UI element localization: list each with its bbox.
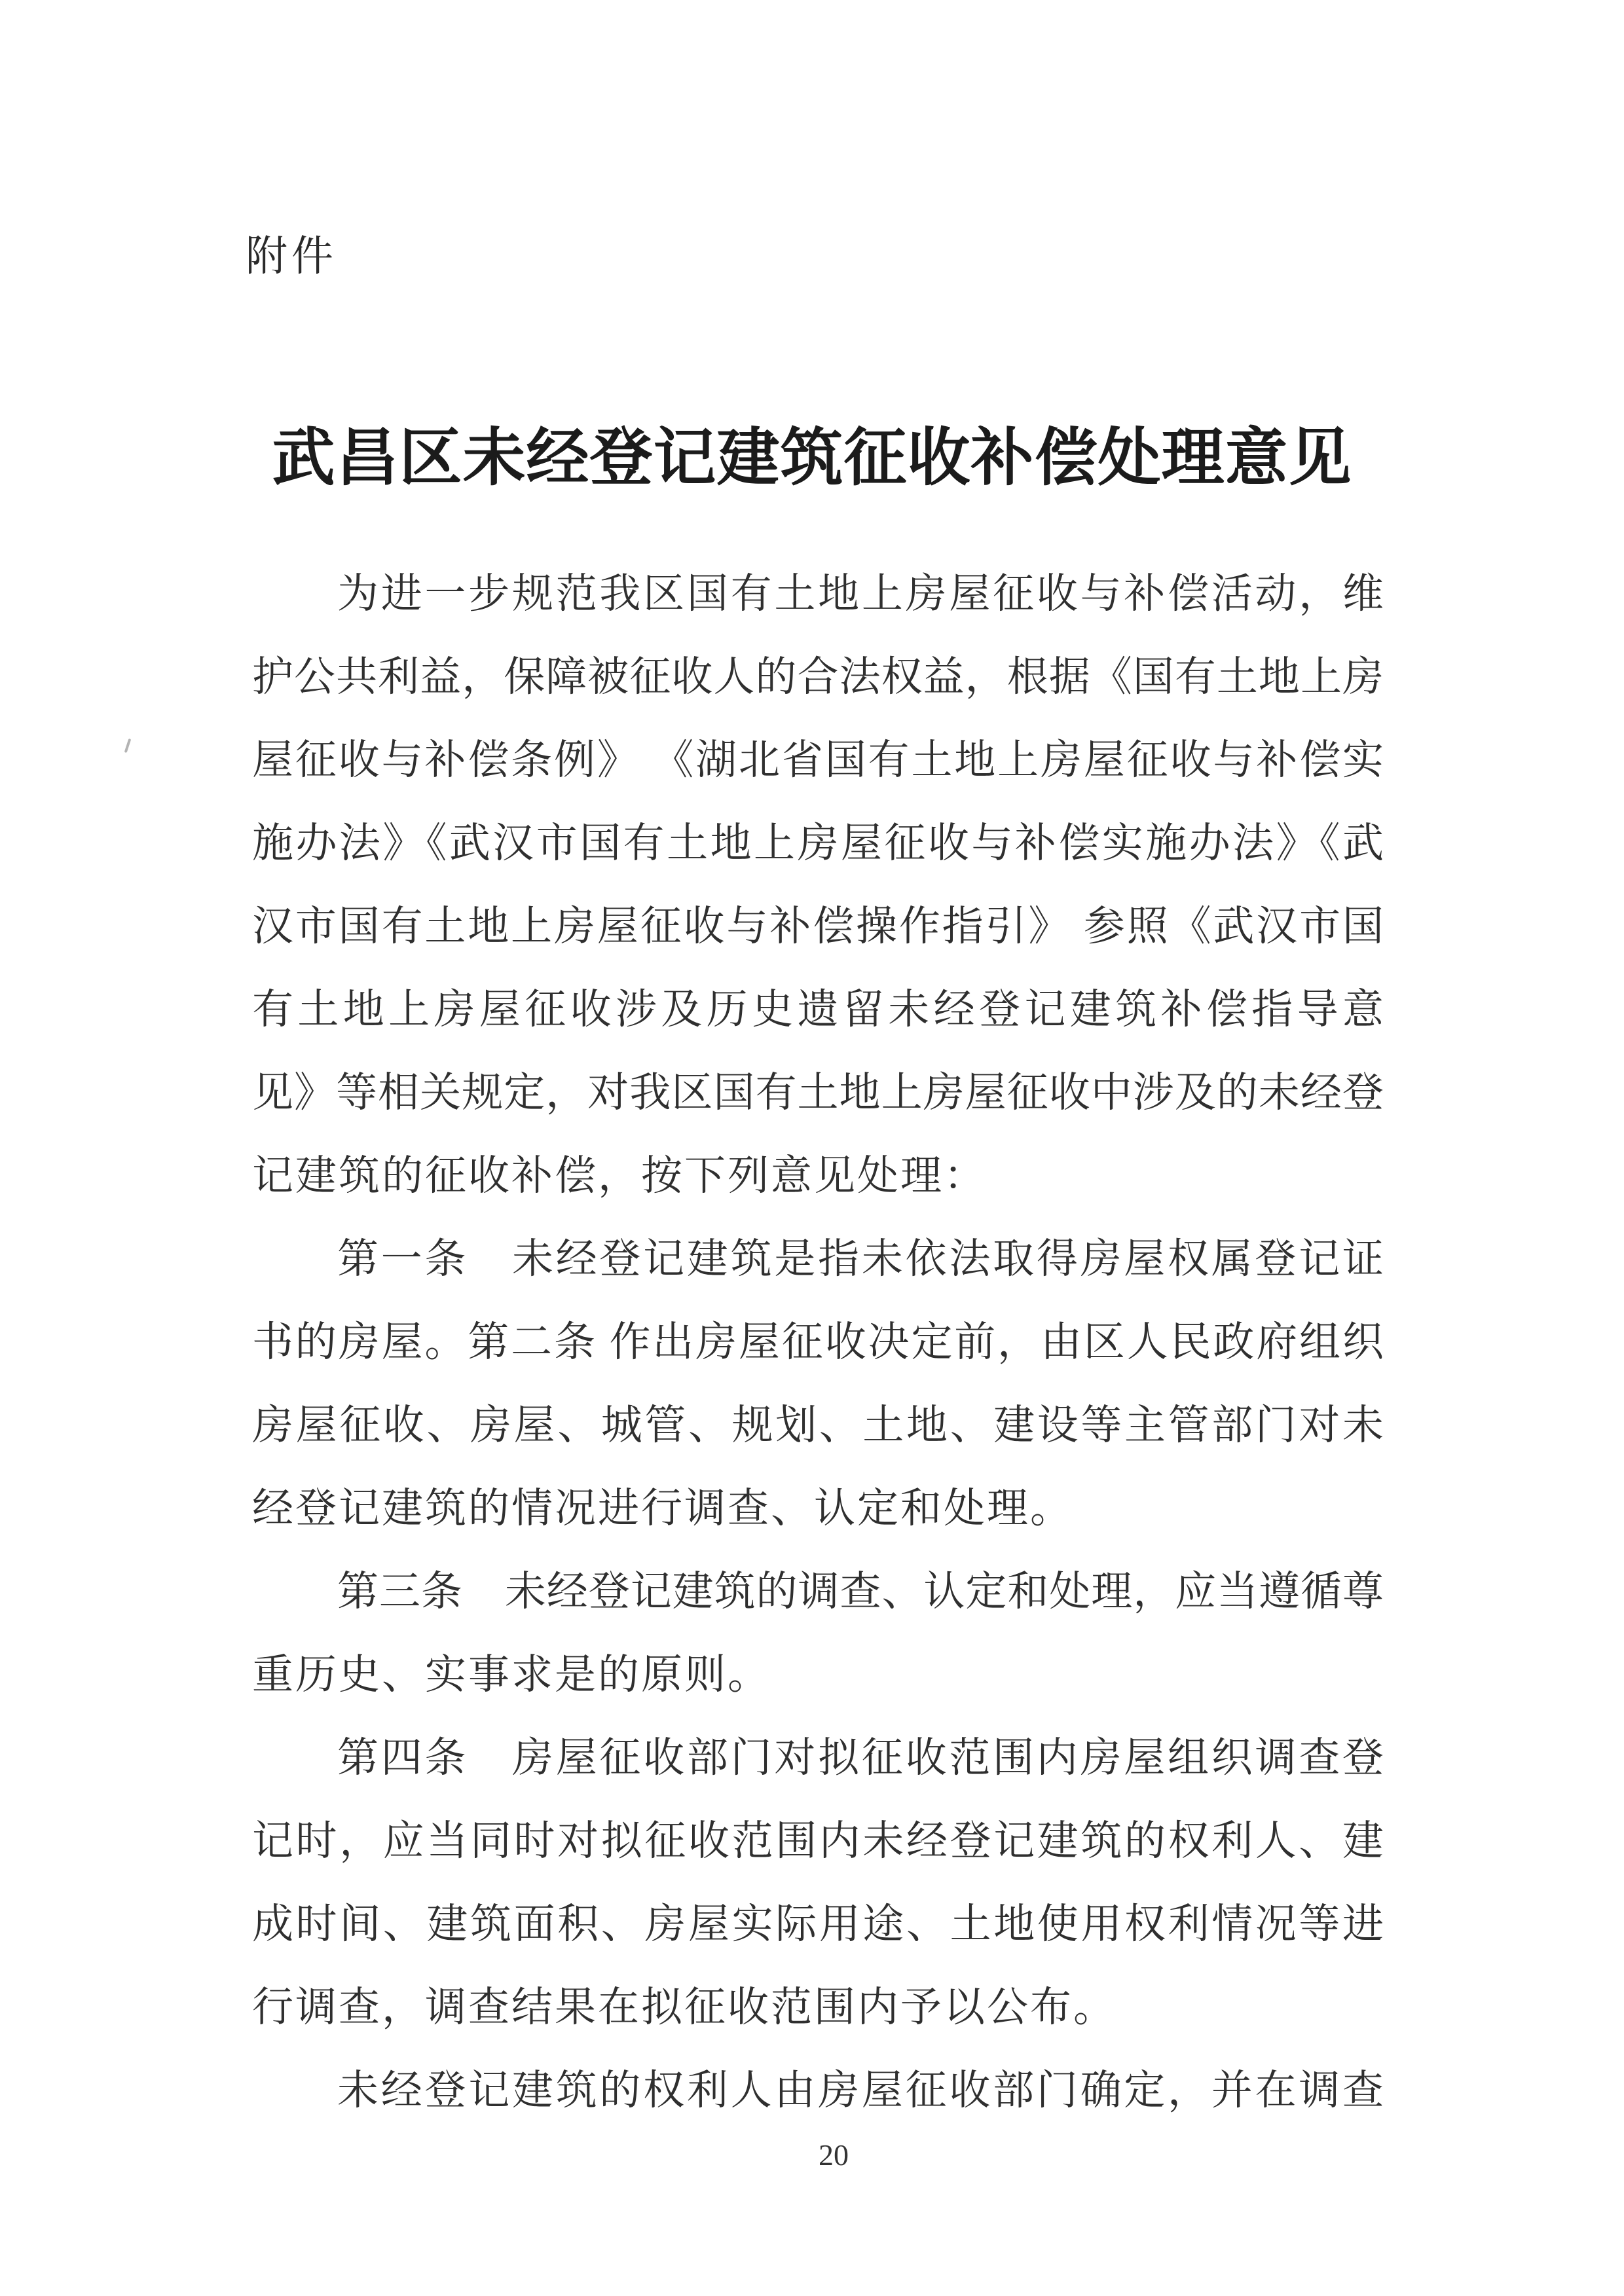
scan-artifact-mark [124, 738, 132, 753]
document-body [252, 553, 1384, 2132]
body-line: 重历史、实事求是的原则。 [252, 1652, 771, 1698]
document-title: 武昌区未经登记建筑征收补偿处理意见 [272, 423, 1352, 494]
body-line: 有土地上房屋征收涉及历史遗留未经登记建筑补偿指导意 [252, 987, 1384, 1032]
body-line: 书的房屋。第二条 作出房屋征收决定前，由区人民政府组织 [252, 1319, 1384, 1365]
body-line: 为进一步规范我区国有土地上房屋征收与补偿活动，维 [337, 571, 1384, 617]
attachment-label: 附件 [246, 233, 337, 280]
page-number: 20 [819, 2138, 849, 2172]
body-line: 成时间、建筑面积、房屋实际用途、土地使用权利情况等进 [252, 1901, 1384, 1947]
body-line: 第四条 房屋征收部门对拟征收范围内房屋组织调查登 [337, 1735, 1384, 1781]
body-line: 记建筑的征收补偿，按下列意见处理： [252, 1153, 987, 1199]
body-line: 第三条 未经登记建筑的调查、认定和处理，应当遵循尊 [337, 1569, 1384, 1614]
body-line: 见》等相关规定，对我区国有土地上房屋征收中涉及的未经登 [252, 1070, 1384, 1116]
body-line: 行调查，调查结果在拟征收范围内予以公布。 [252, 1984, 1116, 2030]
body-line: 经登记建筑的情况进行调查、认定和处理。 [252, 1485, 1073, 1531]
body-line: 房屋征收、房屋、城管、规划、土地、建设等主管部门对未 [252, 1402, 1384, 1448]
body-line: 施办法》《武汉市国有土地上房屋征收与补偿实施办法》《武 [252, 820, 1384, 866]
body-line: 未经登记建筑的权利人由房屋征收部门确定，并在调查 [337, 2068, 1384, 2113]
body-line: 屋征收与补偿条例》 《湖北省国有土地上房屋征收与补偿实 [252, 737, 1384, 783]
body-line: 汉市国有土地上房屋征收与补偿操作指引》 参照《武汉市国 [252, 903, 1384, 949]
body-line: 记时，应当同时对拟征收范围内未经登记建筑的权利人、建 [252, 1818, 1384, 1864]
body-line: 护公共利益，保障被征收人的合法权益，根据《国有土地上房 [252, 654, 1384, 700]
body-line: 第一条 未经登记建筑是指未依法取得房屋权属登记证 [337, 1236, 1384, 1282]
